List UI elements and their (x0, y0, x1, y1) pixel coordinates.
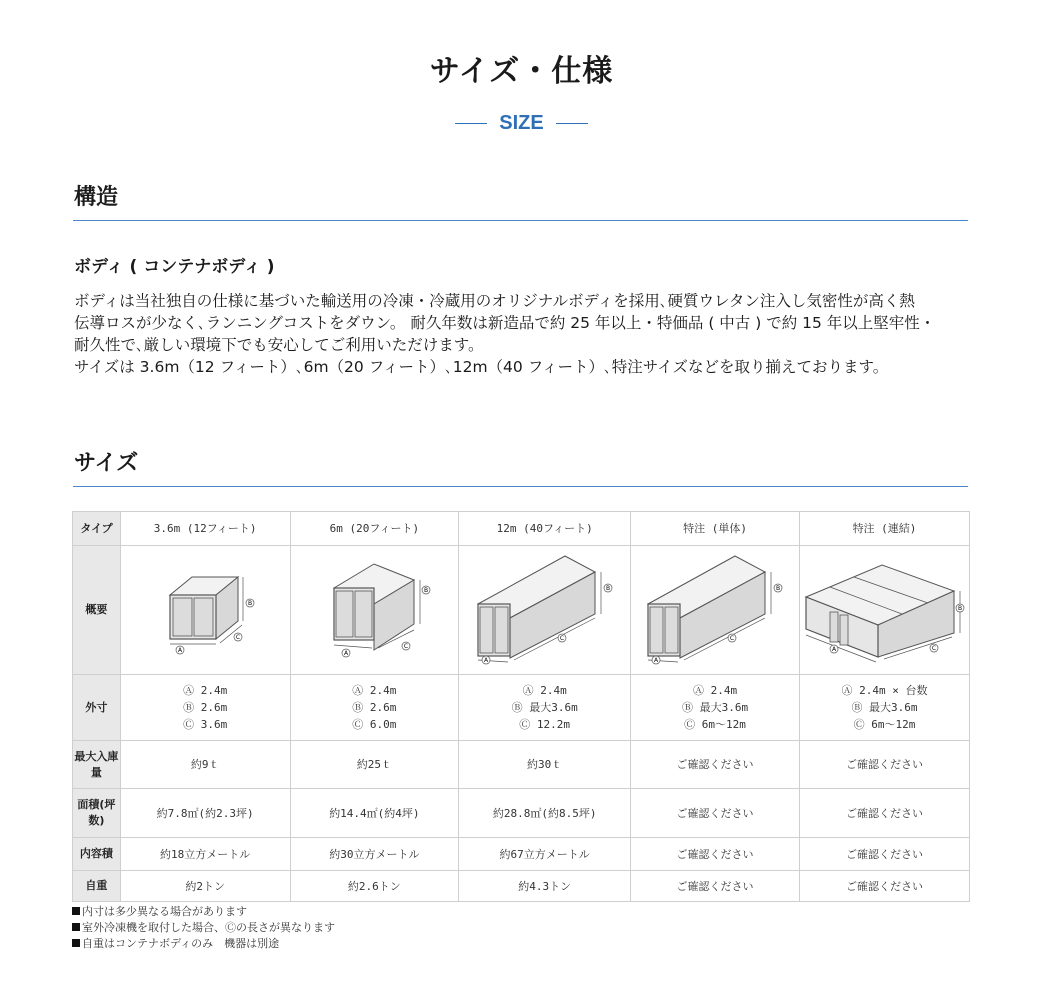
table-row-overview (73, 546, 970, 675)
label-a: A (483, 657, 488, 664)
row-header-area: 面積(坪数) (73, 789, 121, 838)
load-cell: ご確認ください (631, 741, 800, 789)
structure-heading: 構造 (74, 185, 119, 210)
container-6m-icon (314, 560, 434, 660)
overview-cell (120, 546, 290, 675)
type-cell: 特注 (単体) (631, 512, 800, 546)
container-12m-icon (470, 554, 620, 666)
label-c: C (729, 635, 735, 642)
table-notes (72, 904, 335, 952)
label-a: A (178, 647, 183, 654)
weight-cell: ご確認ください (631, 871, 800, 902)
dims-cell: Ⓐ 2.4m Ⓑ 最大3.6m Ⓒ 6m～12m (631, 675, 800, 741)
load-cell: 約25ｔ (290, 741, 459, 789)
label-a: A (344, 650, 349, 657)
structure-paragraph (74, 290, 979, 378)
size-rule (73, 486, 968, 487)
size-spec-table (72, 511, 970, 902)
overview-cell (459, 546, 631, 675)
label-c: C (236, 634, 241, 641)
size-heading: サイズ (74, 451, 139, 476)
volume-cell: 約18立方メートル (120, 838, 290, 871)
row-header-volume: 内容積 (73, 838, 121, 871)
volume-cell: 約30立方メートル (290, 838, 459, 871)
table-row-volume (73, 838, 970, 871)
paragraph-line: サイズは 3.6m（12 フィート）､6m（20 フィート）､12m（40 フィート）､特注サイズなどを取り揃えております。 (74, 358, 889, 376)
paragraph-line: 伝導ロスが少なく､ランニングコストをダウン。 耐久年数は新造品で約 25 年以上・特価品 ( 中古 ) で約 15 年以上堅牢性・ (74, 314, 936, 332)
label-b: B (424, 587, 429, 594)
type-cell: 3.6m (12フィート) (120, 512, 290, 546)
volume-cell: ご確認ください (800, 838, 970, 871)
structure-rule (73, 220, 968, 221)
area-cell: 約14.4㎡(約4坪) (290, 789, 459, 838)
label-c: C (931, 645, 937, 652)
overview-cell (800, 546, 970, 675)
row-header-overview: 概要 (73, 546, 121, 675)
label-b: B (605, 585, 610, 592)
dims-cell: Ⓐ 2.4m Ⓑ 最大3.6m Ⓒ 12.2m (459, 675, 631, 741)
dims-cell: Ⓐ 2.4m Ⓑ 2.6m Ⓒ 6.0m (290, 675, 459, 741)
container-custom-linked-icon (802, 555, 967, 665)
structure-subheading: ボディ ( コンテナボディ ) (74, 257, 275, 277)
paragraph-line: 耐久性で､厳しい環境下でも安心してご利用いただけます。 (74, 336, 484, 354)
note-item: 自重はコンテナボディのみ 機器は別途 (72, 936, 335, 952)
volume-cell: ご確認ください (631, 838, 800, 871)
table-row-dims (73, 675, 970, 741)
label-a: A (831, 646, 837, 653)
square-bullet-icon (72, 923, 80, 931)
load-cell: 約30ｔ (459, 741, 631, 789)
area-cell: ご確認ください (800, 789, 970, 838)
label-b: B (248, 600, 253, 607)
square-bullet-icon (72, 907, 80, 915)
type-cell: 6m (20フィート) (290, 512, 459, 546)
container-custom-single-icon (640, 554, 790, 666)
row-header-type: タイプ (73, 512, 121, 546)
note-item: 室外冷凍機を取付した場合、Ⓒの長さが異なります (72, 920, 335, 936)
subtitle-text: SIZE (499, 112, 544, 134)
subtitle-left-line (455, 123, 487, 124)
row-header-load: 最大入庫量 (73, 741, 121, 789)
overview-cell (290, 546, 459, 675)
area-cell: ご確認ください (631, 789, 800, 838)
volume-cell: 約67立方メートル (459, 838, 631, 871)
weight-cell: 約4.3トン (459, 871, 631, 902)
weight-cell: 約2.6トン (290, 871, 459, 902)
page-title: サイズ・仕様 (429, 54, 614, 89)
dims-cell: Ⓐ 2.4m Ⓑ 2.6m Ⓒ 3.6m (120, 675, 290, 741)
paragraph-line: ボディは当社独自の仕様に基づいた輸送用の冷凍・冷蔵用のオリジナルボディを採用､硬質ウレタン注入し気密性が高く熱 (74, 292, 915, 310)
weight-cell: 約2トン (120, 871, 290, 902)
page-subtitle (0, 112, 1043, 135)
row-header-dims: 外寸 (73, 675, 121, 741)
label-b: B (957, 605, 963, 612)
weight-cell: ご確認ください (800, 871, 970, 902)
container-3-6m-icon (150, 565, 260, 655)
dims-cell: Ⓐ 2.4m × 台数 Ⓑ 最大3.6m Ⓒ 6m～12m (800, 675, 970, 741)
square-bullet-icon (72, 939, 80, 947)
table-row-weight (73, 871, 970, 902)
area-cell: 約7.8㎡(約2.3坪) (120, 789, 290, 838)
load-cell: ご確認ください (800, 741, 970, 789)
subtitle-right-line (556, 123, 588, 124)
table-row-load (73, 741, 970, 789)
note-item: 内寸は多少異なる場合があります (72, 904, 335, 920)
type-cell: 特注 (連結) (800, 512, 970, 546)
load-cell: 約9ｔ (120, 741, 290, 789)
label-c: C (404, 643, 409, 650)
overview-cell (631, 546, 800, 675)
label-b: B (775, 585, 781, 592)
type-cell: 12m (40フィート) (459, 512, 631, 546)
area-cell: 約28.8㎡(約8.5坪) (459, 789, 631, 838)
label-a: A (653, 657, 659, 664)
row-header-weight: 自重 (73, 871, 121, 902)
label-c: C (559, 635, 564, 642)
table-row-type (73, 512, 970, 546)
table-row-area (73, 789, 970, 838)
